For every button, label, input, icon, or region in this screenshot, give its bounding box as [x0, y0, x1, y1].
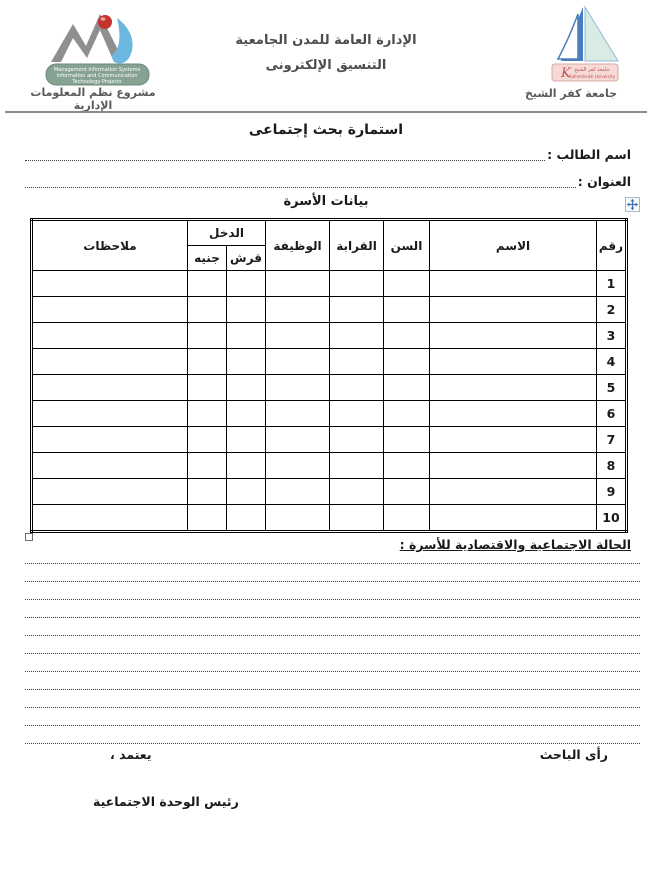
cell-name[interactable] — [430, 349, 597, 375]
cell-kinship[interactable] — [330, 479, 384, 505]
dotted-answer-line[interactable] — [25, 726, 640, 744]
cell-notes[interactable] — [32, 375, 188, 401]
dotted-answer-line[interactable] — [25, 546, 640, 564]
cell-name[interactable] — [430, 401, 597, 427]
cell-income-pound[interactable] — [187, 375, 226, 401]
form-title: استمارة بحث إجتماعى — [248, 122, 404, 138]
col-header-notes: ملاحظات — [32, 220, 188, 271]
dotted-answer-line[interactable] — [25, 618, 640, 636]
cell-age[interactable] — [384, 453, 430, 479]
cell-income-qirsh[interactable] — [227, 297, 266, 323]
table-resize-handle[interactable] — [25, 533, 33, 541]
cell-income-qirsh[interactable] — [227, 271, 266, 297]
cell-age[interactable] — [384, 297, 430, 323]
cell-age[interactable] — [384, 271, 430, 297]
cell-notes[interactable] — [32, 453, 188, 479]
cell-notes[interactable] — [32, 349, 188, 375]
row-number: 3 — [597, 323, 627, 349]
social-unit-head-label: رئيس الوحدة الاجتماعية — [93, 794, 239, 809]
address-input-line[interactable] — [25, 174, 576, 188]
cell-kinship[interactable] — [330, 297, 384, 323]
mis-banner-line1: Management Information Systems — [53, 67, 141, 73]
cell-age[interactable] — [384, 349, 430, 375]
cell-income-pound[interactable] — [187, 297, 226, 323]
cell-income-pound[interactable] — [187, 453, 226, 479]
table-row — [32, 479, 627, 505]
cell-job[interactable] — [266, 401, 330, 427]
student-name-label: اسم الطالب : — [547, 147, 631, 162]
table-row — [32, 453, 627, 479]
address-row — [25, 174, 631, 192]
family-data-heading: بيانات الأسرة — [283, 194, 369, 209]
cell-name[interactable] — [430, 297, 597, 323]
table-row — [32, 323, 627, 349]
cell-kinship[interactable] — [330, 427, 384, 453]
ksu-banner-english: Kafrelsheikh University — [568, 74, 616, 79]
cell-kinship[interactable] — [330, 323, 384, 349]
row-number: 5 — [597, 375, 627, 401]
student-name-input-line[interactable] — [25, 147, 545, 161]
cell-income-qirsh[interactable] — [227, 401, 266, 427]
dotted-answer-line[interactable] — [25, 564, 640, 582]
socioeconomic-answer-area — [25, 546, 640, 744]
cell-name[interactable] — [430, 323, 597, 349]
cell-income-pound[interactable] — [187, 401, 226, 427]
cell-income-qirsh[interactable] — [227, 453, 266, 479]
cell-name[interactable] — [430, 427, 597, 453]
dotted-answer-line[interactable] — [25, 636, 640, 654]
cell-kinship[interactable] — [330, 375, 384, 401]
cell-income-qirsh[interactable] — [227, 479, 266, 505]
col-header-job: الوظيفة — [266, 220, 330, 271]
row-number: 4 — [597, 349, 627, 375]
dotted-answer-line[interactable] — [25, 672, 640, 690]
row-number: 6 — [597, 401, 627, 427]
approved-label: يعتمد ، — [110, 747, 152, 762]
cell-age[interactable] — [384, 323, 430, 349]
col-header-number: رقم — [597, 220, 627, 271]
socioeconomic-heading: الحالة الاجتماعية والاقتصادية للأسرة : — [399, 537, 631, 552]
cell-notes[interactable] — [32, 271, 188, 297]
cell-income-pound[interactable] — [187, 349, 226, 375]
move-arrows-icon — [625, 197, 640, 212]
cell-income-pound[interactable] — [187, 479, 226, 505]
cell-age[interactable] — [384, 479, 430, 505]
row-number: 7 — [597, 427, 627, 453]
ksu-banner-k: K — [561, 66, 571, 81]
cell-income-pound[interactable] — [187, 323, 226, 349]
header-department-line: الإدارة العامة للمدن الجامعية — [235, 33, 417, 48]
table-row — [32, 271, 627, 297]
dotted-answer-line[interactable] — [25, 600, 640, 618]
cell-kinship[interactable] — [330, 401, 384, 427]
cell-income-qirsh[interactable] — [227, 349, 266, 375]
table-row — [32, 297, 627, 323]
dotted-answer-line[interactable] — [25, 690, 640, 708]
cell-job[interactable] — [266, 427, 330, 453]
cell-income-qirsh[interactable] — [227, 427, 266, 453]
table-move-handle[interactable] — [625, 197, 640, 212]
table-row — [32, 505, 627, 532]
cell-notes[interactable] — [32, 297, 188, 323]
cell-income-pound[interactable] — [187, 427, 226, 453]
cell-notes[interactable] — [32, 427, 188, 453]
cell-age[interactable] — [384, 427, 430, 453]
header-divider — [5, 111, 647, 113]
cell-name[interactable] — [430, 479, 597, 505]
cell-notes[interactable] — [32, 323, 188, 349]
table-row — [32, 375, 627, 401]
cell-job[interactable] — [266, 323, 330, 349]
cell-job[interactable] — [266, 297, 330, 323]
cell-notes[interactable] — [32, 505, 188, 532]
col-header-name: الاسم — [430, 220, 597, 271]
header-coordination-line: التنسيق الإلكترونى — [265, 58, 387, 73]
cell-kinship[interactable] — [330, 453, 384, 479]
cell-job[interactable] — [266, 453, 330, 479]
cell-age[interactable] — [384, 505, 430, 532]
cell-kinship[interactable] — [330, 349, 384, 375]
cell-job[interactable] — [266, 505, 330, 532]
cell-income-pound[interactable] — [187, 505, 226, 532]
cell-kinship[interactable] — [330, 505, 384, 532]
cell-income-qirsh[interactable] — [227, 505, 266, 532]
family-data-table — [30, 218, 628, 533]
cell-kinship[interactable] — [330, 271, 384, 297]
cell-notes[interactable] — [32, 401, 188, 427]
ksu-banner-arabic: جامعة كفر الشيخ — [574, 67, 610, 73]
col-header-kinship: القرابة — [330, 220, 384, 271]
university-name-label: جامعة كفر الشيخ — [524, 87, 618, 100]
col-header-income-qirsh: قرش — [227, 246, 266, 271]
student-name-row — [25, 147, 631, 165]
researcher-opinion-label: رأى الباحث — [539, 747, 608, 762]
dotted-answer-line[interactable] — [25, 582, 640, 600]
cell-job[interactable] — [266, 479, 330, 505]
table-row — [32, 401, 627, 427]
cell-job[interactable] — [266, 375, 330, 401]
row-number: 10 — [597, 505, 627, 532]
cell-age[interactable] — [384, 401, 430, 427]
row-number: 2 — [597, 297, 627, 323]
sailboat-icon — [548, 4, 622, 84]
header-center-title — [120, 28, 532, 78]
cell-income-qirsh[interactable] — [227, 375, 266, 401]
cell-job[interactable] — [266, 271, 330, 297]
cell-name[interactable] — [430, 271, 597, 297]
row-number: 9 — [597, 479, 627, 505]
col-header-income-pound: جنيه — [187, 246, 226, 271]
cell-income-qirsh[interactable] — [227, 323, 266, 349]
mis-banner-line3: Technology Projects — [72, 79, 122, 85]
row-number: 8 — [597, 453, 627, 479]
dotted-answer-line[interactable] — [25, 708, 640, 726]
cell-name[interactable] — [430, 505, 597, 532]
address-label: العنوان : — [577, 174, 631, 189]
col-header-age: السن — [384, 220, 430, 271]
cell-name[interactable] — [430, 453, 597, 479]
table-row — [32, 349, 627, 375]
university-logo — [548, 4, 622, 84]
cell-name[interactable] — [430, 375, 597, 401]
col-header-income: الدخل — [187, 220, 265, 246]
cell-income-pound[interactable] — [187, 271, 226, 297]
cell-job[interactable] — [266, 349, 330, 375]
table-row — [32, 427, 627, 453]
dotted-answer-line[interactable] — [25, 654, 640, 672]
mis-banner-line2: Information and Communication — [56, 73, 138, 79]
cell-age[interactable] — [384, 375, 430, 401]
cell-notes[interactable] — [32, 479, 188, 505]
row-number: 1 — [597, 271, 627, 297]
mis-project-label: مشروع نظم المعلومات الإدارية — [30, 86, 156, 112]
table-header-row — [32, 220, 627, 246]
